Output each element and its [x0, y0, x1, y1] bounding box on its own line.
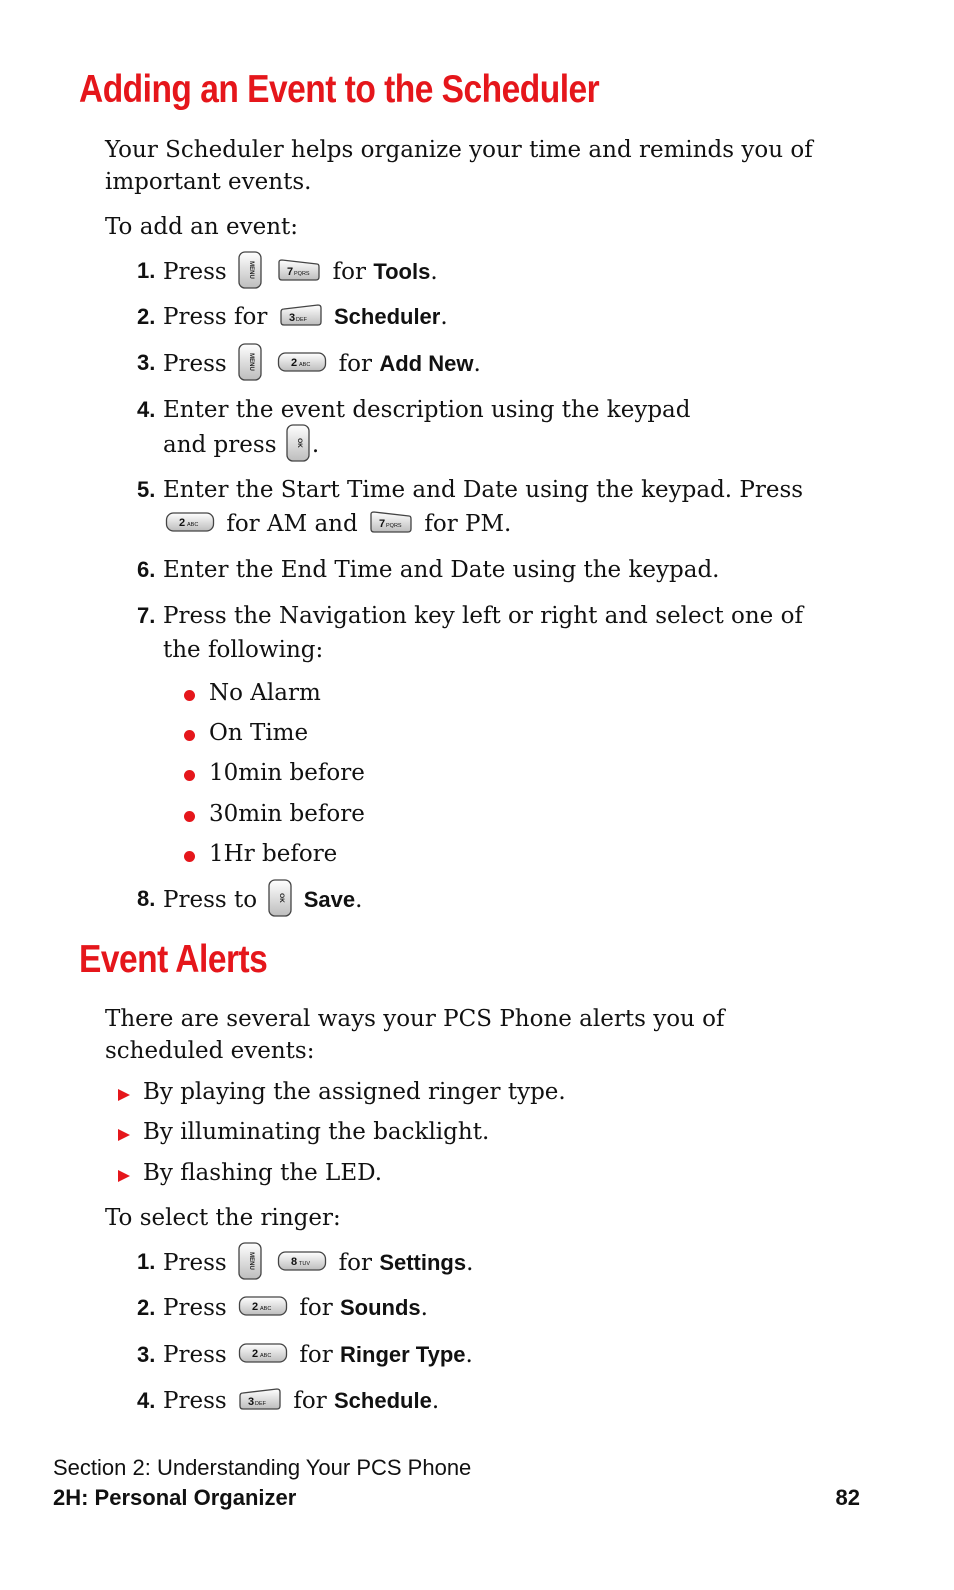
arrow-bullet-icon: [118, 1170, 130, 1182]
alarm-option: 10min before: [184, 757, 365, 789]
svg-text:ABC: ABC: [187, 522, 199, 528]
svg-text:PQRS: PQRS: [386, 523, 402, 529]
scheduler-step-3: 3. Press MENU 2 ABC for Add New.: [137, 346, 837, 384]
alert-way: By flashing the LED.: [118, 1157, 382, 1189]
alarm-option: 30min before: [184, 798, 365, 830]
scheduler-step-8: 8. Press to OK Save.: [137, 882, 837, 920]
svg-text:2: 2: [252, 1348, 259, 1360]
svg-text:DEF: DEF: [255, 1401, 267, 1407]
menu-key-icon: [238, 343, 262, 381]
key-2-icon: [277, 351, 327, 373]
ringer-step-3: 3. Press 2 ABC for Ringer Type.: [137, 1342, 473, 1368]
alert-way: By playing the assigned ringer type.: [118, 1076, 566, 1108]
footer-chapter: 2H: Personal Organizer: [53, 1485, 297, 1510]
key-7-icon: [369, 510, 413, 534]
svg-text:MENU: MENU: [248, 1252, 255, 1270]
scheduler-step-6: 6. Enter the End Time and Date using the keypad.: [137, 557, 720, 583]
menu-key-icon: [238, 1242, 262, 1280]
svg-text:2: 2: [252, 1301, 259, 1313]
alarm-option: On Time: [184, 717, 308, 749]
scheduler-step-1: 1. Press MENU 7 PQRS for Tools.: [137, 254, 837, 292]
key-2-icon: [238, 1342, 288, 1364]
ringer-step-1: 1. Press MENU 8 TUV for Settings.: [137, 1245, 837, 1283]
key-2-icon: [238, 1295, 288, 1317]
arrow-bullet-icon: [118, 1129, 130, 1141]
select-ringer-lead: To select the ringer:: [105, 1205, 341, 1231]
svg-text:2: 2: [179, 517, 186, 529]
svg-text:OK: OK: [278, 893, 286, 903]
svg-text:8: 8: [291, 1256, 298, 1268]
svg-text:7: 7: [287, 266, 294, 278]
svg-text:2: 2: [291, 357, 298, 369]
svg-text:MENU: MENU: [248, 353, 255, 371]
key-7-icon: [277, 258, 321, 282]
bullet-icon: [184, 730, 195, 741]
alert-way: By illuminating the backlight.: [118, 1116, 489, 1148]
footer-section: Section 2: Understanding Your PCS Phone: [53, 1455, 472, 1480]
key-2-icon: [165, 511, 215, 533]
ok-key-icon: [286, 424, 310, 462]
arrow-bullet-icon: [118, 1089, 130, 1101]
bullet-icon: [184, 851, 195, 862]
key-3-icon: [279, 303, 323, 327]
menu-key-icon: [238, 251, 262, 289]
scheduler-intro: Your Scheduler helps organize your time and reminds you of important events.: [105, 137, 813, 195]
ringer-step-4: 4. Press 3 DEF for Schedule.: [137, 1388, 440, 1414]
bullet-icon: [184, 690, 195, 701]
alarm-option: 1Hr before: [184, 838, 337, 870]
alarm-option: No Alarm: [184, 677, 321, 709]
section-title-scheduler: Adding an Event to the Scheduler: [79, 68, 600, 111]
section-title-event-alerts: Event Alerts: [79, 938, 268, 981]
svg-text:ABC: ABC: [260, 1353, 272, 1359]
svg-text:DEF: DEF: [295, 317, 307, 323]
key-8-icon: [277, 1250, 327, 1272]
svg-text:PQRS: PQRS: [294, 271, 310, 277]
event-alerts-intro: There are several ways your PCS Phone alerts you of scheduled events:: [105, 1006, 725, 1064]
bullet-icon: [184, 811, 195, 822]
page-number: 82: [835, 1485, 860, 1510]
scheduler-step-4: 4. Enter the event description using the keypad and press OK .: [137, 393, 727, 465]
svg-text:3: 3: [248, 1396, 255, 1408]
scheduler-step-7: 7. Press the Navigation key left or right and select one of the following:: [137, 603, 803, 663]
svg-text:ABC: ABC: [260, 1306, 272, 1312]
svg-text:OK: OK: [295, 438, 303, 448]
svg-text:ABC: ABC: [299, 362, 311, 368]
bullet-icon: [184, 770, 195, 781]
ok-key-icon: [268, 879, 292, 917]
svg-text:7: 7: [379, 518, 386, 530]
svg-text:3: 3: [288, 312, 295, 324]
svg-text:TUV: TUV: [299, 1261, 311, 1267]
ringer-step-2: 2. Press 2 ABC for Sounds.: [137, 1295, 428, 1321]
key-3-icon: [238, 1387, 282, 1411]
scheduler-step-2: 2. Press for 3 DEF Scheduler.: [137, 304, 448, 330]
scheduler-step-5: 5. Enter the Start Time and Date using the keypad. Press 2 ABC for AM and 7 PQRS for PM.: [137, 477, 804, 537]
add-event-lead: To add an event:: [105, 214, 299, 240]
svg-text:MENU: MENU: [248, 261, 255, 279]
